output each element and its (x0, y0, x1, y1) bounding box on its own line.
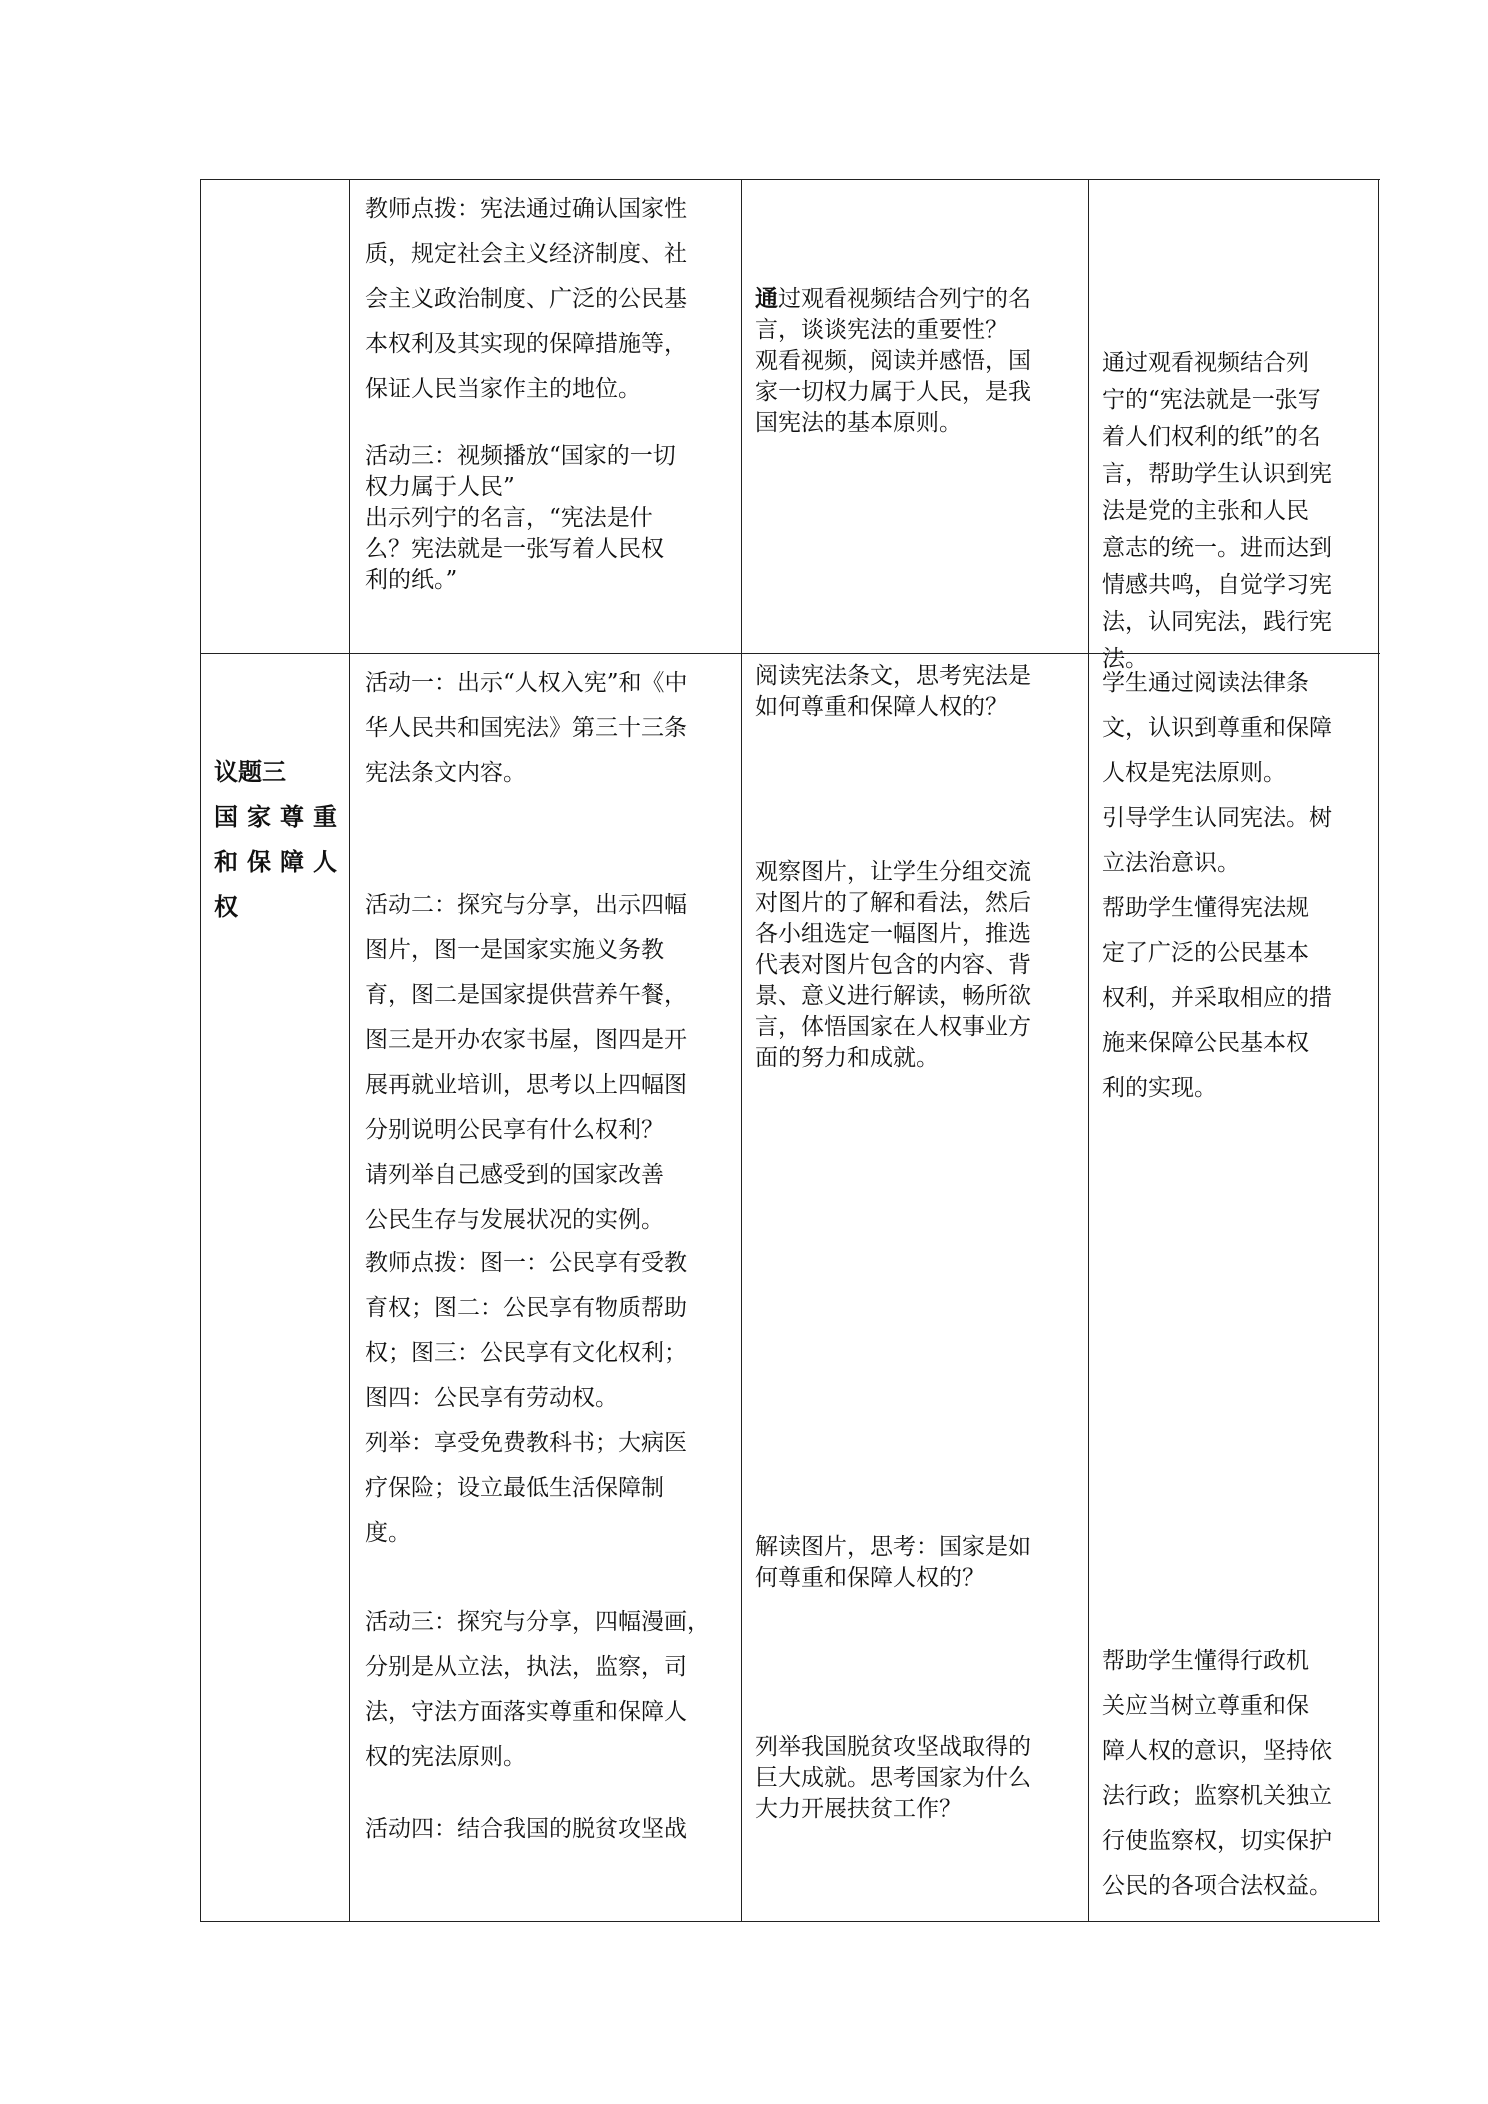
text-line: 施来保障公民基本权 (1102, 1030, 1309, 1056)
text-line: 图四：公民享有劳动权。 (365, 1385, 618, 1411)
teacher-activity-block (365, 1807, 687, 1852)
text-line (755, 283, 1031, 315)
text-line: 阅读宪法条文，思考宪法是 (755, 663, 1031, 689)
text-line: 文，认识到尊重和保障 (1102, 715, 1332, 741)
text-line: 利的纸。” (365, 567, 458, 593)
text-line: 公民的各项合法权益。 (1102, 1873, 1332, 1899)
text-line: 法。 (1102, 646, 1148, 672)
text-line: 列举我国脱贫攻坚战取得的 (755, 1734, 1031, 1760)
text-line: 权利，并采取相应的措 (1102, 985, 1332, 1011)
text-line: 活动四：结合我国的脱贫攻坚战 (365, 1816, 687, 1842)
text-line: 行使监察权，切实保护 (1102, 1828, 1332, 1854)
text-line: 代表对图片包含的内容、背 (755, 952, 1031, 978)
text-line: 活动三：探究与分享，四幅漫画， (365, 1609, 710, 1635)
text-line: 如何尊重和保障人权的？ (755, 694, 1008, 720)
design-intent-block (1102, 345, 1332, 678)
text-line: 情感共鸣，自觉学习宪 (1102, 572, 1332, 598)
teacher-activity-block (365, 187, 687, 412)
text-line: 法是党的主张和人民 (1102, 498, 1309, 524)
topic-line: 国家尊重 (214, 802, 346, 831)
text-line: 言，帮助学生认识到宪 (1102, 461, 1332, 487)
text-line: 家一切权力属于人民，是我 (755, 379, 1031, 405)
text-line: 帮助学生懂得宪法规 (1102, 895, 1309, 921)
text-line: 展再就业培训，思考以上四幅图 (365, 1072, 687, 1098)
column-divider-2 (741, 179, 742, 1922)
text-line: 请列举自己感受到的国家改善 (365, 1162, 664, 1188)
text-line: 分别是从立法，执法，监察，司 (365, 1654, 687, 1680)
text-line: 何尊重和保障人权的？ (755, 1565, 985, 1591)
table-bottom-border (200, 1921, 1380, 1922)
topic-line: 和保障人 (214, 847, 346, 876)
student-activity-block (755, 1732, 1031, 1825)
teacher-activity-block (365, 661, 688, 796)
text-line: 法，认同宪法，践行宪 (1102, 609, 1332, 635)
text-line: 宪法条文内容。 (365, 760, 526, 786)
text-fragment: 过观看视频结合列宁的名 (778, 286, 1031, 312)
text-line: 教师点拨：图一：公民享有受教 (365, 1250, 687, 1276)
text-line: 大力开展扶贫工作？ (755, 1796, 962, 1822)
text-line: 育，图二是国家提供营养午餐， (365, 982, 687, 1008)
design-intent-block (1102, 1639, 1332, 1909)
table-top-border (200, 179, 1380, 180)
topic-title (214, 749, 344, 929)
teacher-activity-block (365, 1600, 710, 1780)
text-line: 保证人民当家作主的地位。 (365, 376, 641, 402)
student-activity-block (755, 283, 1031, 439)
text-line: 利的实现。 (1102, 1075, 1217, 1101)
student-activity-block (755, 857, 1031, 1074)
teacher-activity-block (365, 883, 687, 1243)
table-right-border (1378, 179, 1379, 1922)
text-line: 国宪法的基本原则。 (755, 410, 962, 436)
topic-label: 议题三 (214, 757, 286, 786)
text-line: 意志的统一。进而达到 (1102, 535, 1332, 561)
text-line: 通过观看视频结合列 (1102, 350, 1309, 376)
text-line: 活动三：视频播放“国家的一切 (365, 443, 676, 469)
text-line: 权力属于人民” (365, 474, 515, 500)
text-line: 学生通过阅读法律条 (1102, 670, 1309, 696)
text-line: 立法治意识。 (1102, 850, 1240, 876)
text-line: 巨大成就。思考国家为什么 (755, 1765, 1031, 1791)
text-line: 关应当树立尊重和保 (1102, 1693, 1309, 1719)
student-activity-block (755, 1532, 1031, 1594)
text-line: 权；图三：公民享有文化权利； (365, 1340, 687, 1366)
teacher-activity-block (365, 441, 676, 596)
text-line: 么？宪法就是一张写着人民权 (365, 536, 664, 562)
text-line: 言，体悟国家在人权事业方 (755, 1014, 1031, 1040)
text-line: 疗保险；设立最低生活保障制 (365, 1475, 664, 1501)
text-line: 分别说明公民享有什么权利？ (365, 1117, 664, 1143)
text-line: 宁的“宪法就是一张写 (1102, 387, 1321, 413)
text-line: 图片，图一是国家实施义务教 (365, 937, 664, 963)
text-line: 帮助学生懂得行政机 (1102, 1648, 1309, 1674)
text-line: 障人权的意识，坚持依 (1102, 1738, 1332, 1764)
text-line: 法行政；监察机关独立 (1102, 1783, 1332, 1809)
text-line: 法，守法方面落实尊重和保障人 (365, 1699, 687, 1725)
text-line: 教师点拨：宪法通过确认国家性 (365, 196, 687, 222)
student-activity-block (755, 661, 1031, 723)
lead-char: 通 (755, 285, 778, 312)
text-line: 观察图片，让学生分组交流 (755, 859, 1031, 885)
topic-line: 权 (214, 892, 238, 921)
text-line: 列举：享受免费教科书；大病医 (365, 1430, 687, 1456)
text-line: 面的努力和成就。 (755, 1045, 939, 1071)
lesson-plan-table (200, 179, 1380, 1922)
text-line: 对图片的了解和看法，然后 (755, 890, 1031, 916)
text-line: 质，规定社会主义经济制度、社 (365, 241, 687, 267)
text-line: 着人们权利的纸”的名 (1102, 424, 1321, 450)
text-line: 活动二：探究与分享，出示四幅 (365, 892, 687, 918)
text-line: 度。 (365, 1520, 411, 1546)
teacher-activity-block (365, 1241, 687, 1556)
text-line: 会主义政治制度、广泛的公民基 (365, 286, 687, 312)
text-line: 育权；图二：公民享有物质帮助 (365, 1295, 687, 1321)
text-line: 活动一：出示“人权入宪”和《中 (365, 670, 688, 696)
text-line: 引导学生认同宪法。树 (1102, 805, 1332, 831)
text-line: 观看视频，阅读并感悟，国 (755, 348, 1031, 374)
column-divider-1 (349, 179, 350, 1922)
text-line: 景、意义进行解读，畅所欲 (755, 983, 1031, 1009)
text-line: 公民生存与发展状况的实例。 (365, 1207, 664, 1233)
text-line: 解读图片，思考：国家是如 (755, 1534, 1031, 1560)
text-line: 华人民共和国宪法》第三十三条 (365, 715, 687, 741)
text-line: 人权是宪法原则。 (1102, 760, 1286, 786)
text-line: 定了广泛的公民基本 (1102, 940, 1309, 966)
text-line: 图三是开办农家书屋，图四是开 (365, 1027, 687, 1053)
column-divider-3 (1088, 179, 1089, 1922)
text-line: 言，谈谈宪法的重要性？ (755, 317, 1008, 343)
text-line: 本权利及其实现的保障措施等， (365, 331, 687, 357)
text-line: 各小组选定一幅图片，推选 (755, 921, 1031, 947)
text-line: 权的宪法原则。 (365, 1744, 526, 1770)
design-intent-block (1102, 661, 1332, 1111)
text-line: 出示列宁的名言，“宪法是什 (365, 505, 653, 531)
table-left-border (200, 179, 201, 1922)
